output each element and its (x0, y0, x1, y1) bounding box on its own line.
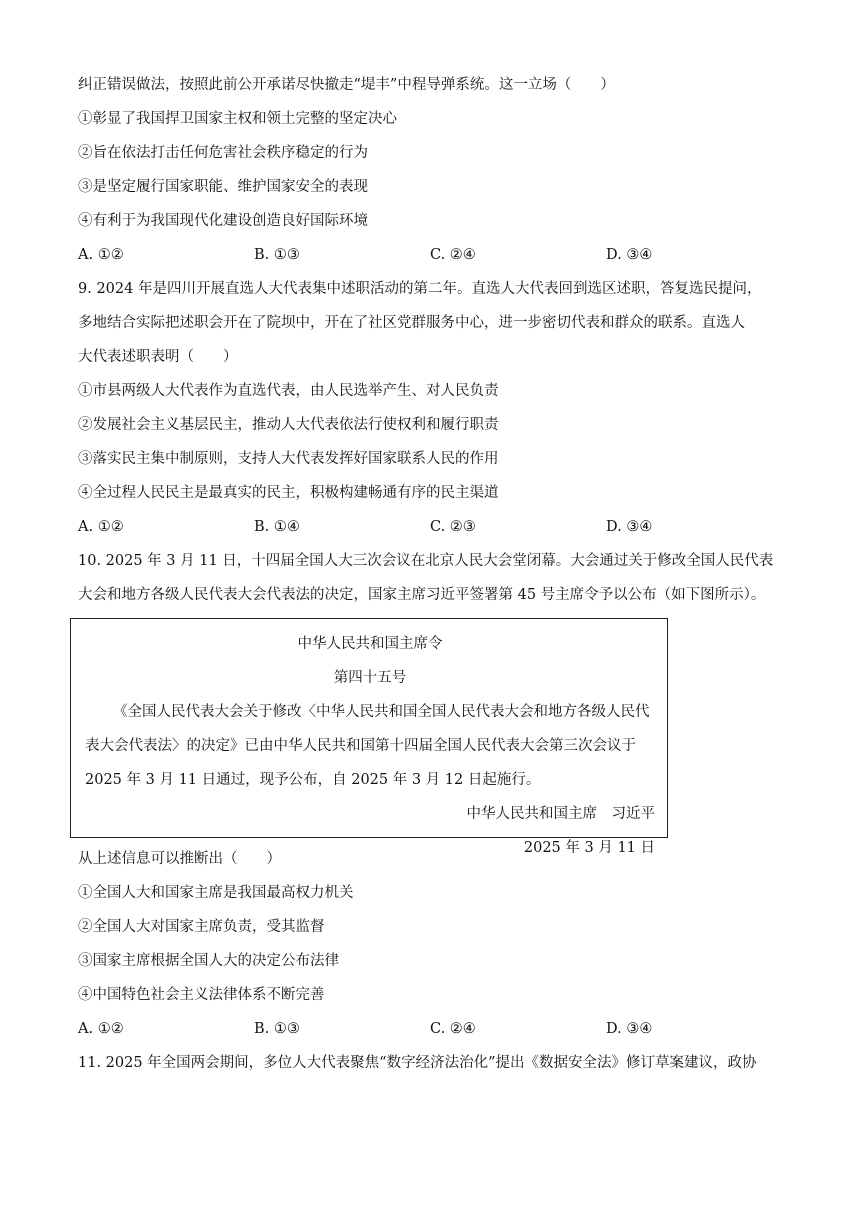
q8-stem: 纠正错误做法，按照此前公开承诺尽快撤走“堤丰”中程导弹系统。这一立场（ ） (78, 77, 615, 93)
order-body-line: 2025 年 3 月 11 日通过，现予公布，自 2025 年 3 月 12 日起施行。 (85, 772, 541, 788)
q10-question: 从上述信息可以推断出（ ） (78, 851, 281, 867)
order-body-line: 表大会代表法〉的决定》已由中华人民共和国第十四届全国人民代表大会第三次会议于 (85, 738, 636, 754)
q11-stem: 11. 2025 年全国两会期间，多位人大代表聚焦“数字经济法治化”提出《数据安全法》修订草案建议，政协 (78, 1055, 757, 1071)
q8-option-b: B. ①③ (254, 247, 300, 263)
q9-option-a: A. ①② (78, 519, 124, 535)
q8-options (78, 238, 790, 272)
q10-option-b: B. ①③ (254, 1021, 300, 1037)
q10-item: ②全国人大对国家主席负责，受其监督 (78, 919, 325, 935)
q9-item: ③落实民主集中制原则，支持人大代表发挥好国家联系人民的作用 (78, 451, 499, 467)
q9-stem-line: 大代表述职表明（ ） (78, 349, 238, 365)
q10-option-c: C. ②④ (430, 1021, 476, 1037)
q10-item: ④中国特色社会主义法律体系不断完善 (78, 987, 325, 1003)
q8-item: ②旨在依法打击任何危害社会秩序稳定的行为 (78, 145, 368, 161)
q9-item: ④全过程人民民主是最真实的民主，积极构建畅通有序的民主渠道 (78, 485, 499, 501)
q10-options (78, 1012, 790, 1046)
order-number: 第四十五号 (333, 670, 407, 686)
q9-option-d: D. ③④ (606, 519, 653, 535)
q8-item: ③是坚定履行国家职能、维护国家安全的表现 (78, 179, 368, 195)
order-body-line: 《全国人民代表大会关于修改〈中华人民共和国全国人民代表大会和地方各级人民代 (113, 704, 650, 720)
q9-option-c: C. ②③ (430, 519, 476, 535)
q8-item: ①彰显了我国捍卫国家主权和领土完整的坚定决心 (78, 111, 397, 127)
q9-item: ①市县两级人大代表作为直选代表，由人民选举产生、对人民负责 (78, 383, 499, 399)
q10-item: ③国家主席根据全国人大的决定公布法律 (78, 953, 339, 969)
q9-stem-line: 多地结合实际把述职会开在了院坝中，开在了社区党群服务中心，进一步密切代表和群众的联系。直选人 (78, 315, 745, 331)
order-date: 2025 年 3 月 11 日 (523, 840, 655, 856)
q10-item: ①全国人大和国家主席是我国最高权力机关 (78, 885, 354, 901)
q9-option-b: B. ①④ (254, 519, 300, 535)
q9-options (78, 510, 790, 544)
q9-stem-line: 9. 2024 年是四川开展直选人大代表集中述职活动的第二年。直选人大代表回到选区述职，答复选民提问， (78, 281, 762, 297)
order-signature: 中华人民共和国主席 习近平 (466, 806, 655, 822)
q8-option-a: A. ①② (78, 247, 124, 263)
q9-item: ②发展社会主义基层民主，推动人大代表依法行使权利和履行职责 (78, 417, 499, 433)
q10-stem-line: 10. 2025 年 3 月 11 日，十四届全国人大三次会议在北京人民大会堂闭幕。大会通过关于修改全国人民代表 (78, 553, 774, 569)
q8-item: ④有利于为我国现代化建设创造良好国际环境 (78, 213, 368, 229)
presidential-order-box (70, 618, 668, 856)
exam-page (78, 68, 790, 1080)
q8-option-c: C. ②④ (430, 247, 476, 263)
q10-option-a: A. ①② (78, 1021, 124, 1037)
order-title: 中华人民共和国主席令 (297, 636, 443, 652)
q8-option-d: D. ③④ (606, 247, 653, 263)
q10-stem-line: 大会和地方各级人民代表大会代表法的决定，国家主席习近平签署第 45 号主席令予以公布（如下图所示）。 (78, 587, 766, 603)
q10-option-d: D. ③④ (606, 1021, 653, 1037)
